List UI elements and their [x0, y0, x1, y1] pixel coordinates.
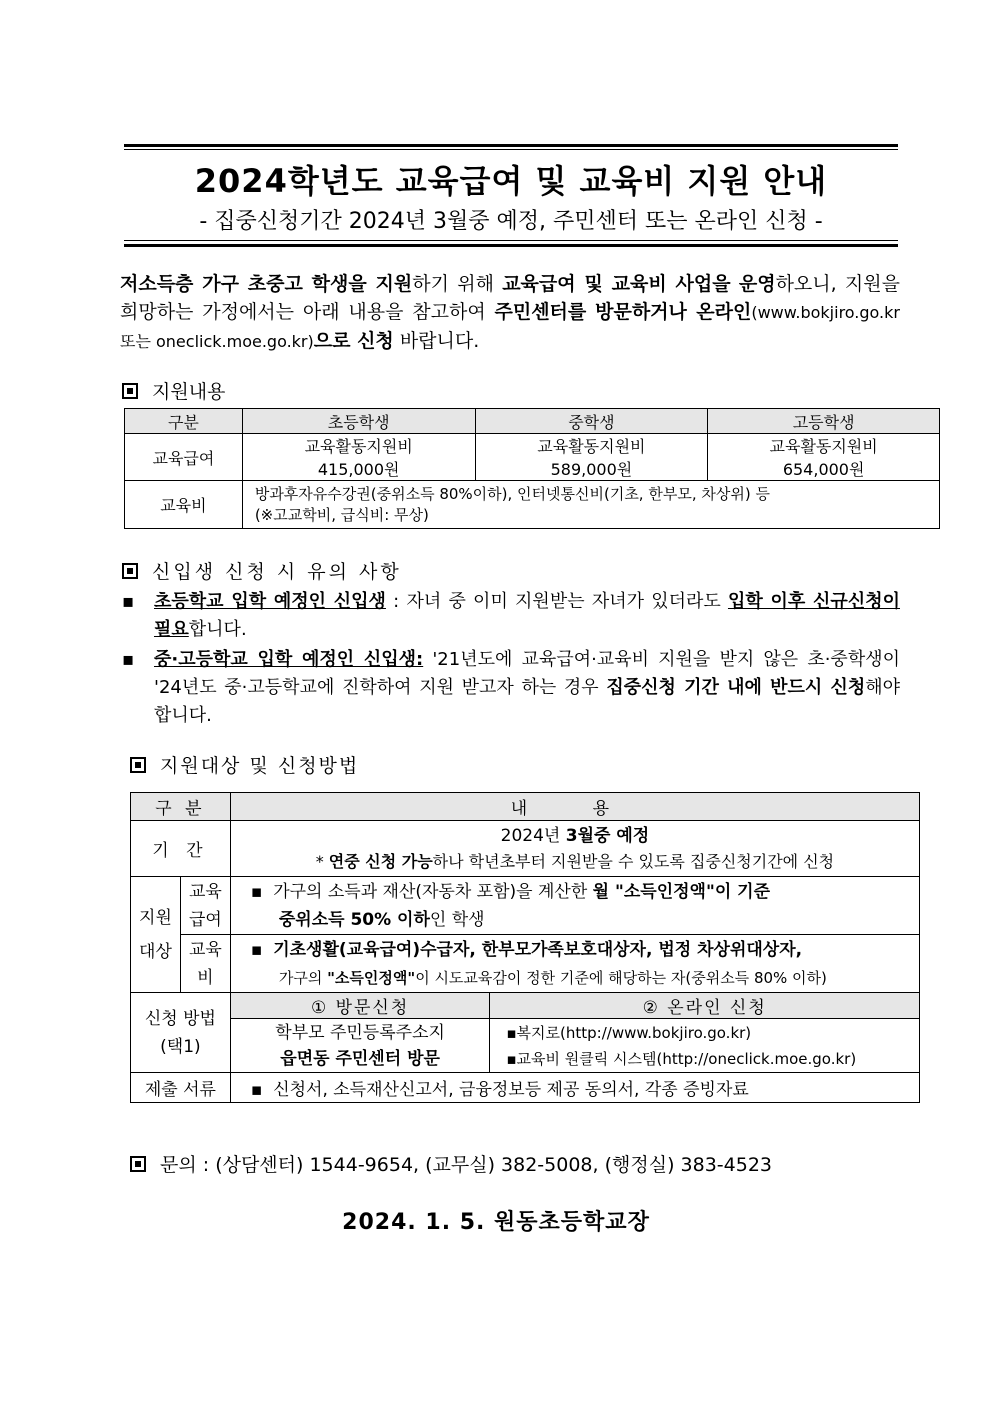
- plain-text: '21년도에 교육급여·교육비 지원을 받지 않은 초·중학생이 '24년도 중·고등학교에 진학하여 지원 받고자 하는 경우: [154, 649, 900, 698]
- table-cell: [230, 935, 919, 993]
- signature: 2024. 1. 5. 원동초등학교장: [342, 1210, 650, 1235]
- section-title: 지원대상 및 신청방법: [160, 755, 360, 777]
- plain-text: : 자녀 중 이미 지원받는 자녀가 있더라도: [385, 591, 728, 612]
- top-rule: [124, 144, 898, 147]
- row-label: [131, 877, 181, 993]
- cell-line: 654,000원: [782, 460, 865, 479]
- cell-line: [231, 849, 919, 875]
- plain-text: 인 학생: [429, 909, 485, 930]
- cell-line: [251, 936, 919, 964]
- bold-text: 기초생활(교육급여)수급자, 한부모가족보호대상자, 법정 차상위대상자,: [273, 939, 803, 960]
- table-cell: [242, 434, 475, 481]
- bold-text: "소득인정액": [327, 968, 416, 987]
- intro-url: (www.bokjiro.go.kr 또는 oneclick.moe.go.kr): [120, 303, 900, 351]
- header-cell: 초등학생: [242, 409, 475, 434]
- table-cell: [708, 434, 940, 481]
- table-row: [131, 935, 920, 993]
- cell-line: 589,000원: [550, 460, 633, 479]
- header-cell: 구분: [125, 409, 243, 434]
- intro-text-2: 하기 위해: [412, 273, 503, 295]
- cell-line: [251, 906, 919, 934]
- cell-line: ▪복지로(http://www.bokjiro.go.kr): [506, 1023, 752, 1042]
- bullet-icon: ▪: [122, 591, 135, 612]
- application-table: [130, 792, 920, 1103]
- notice-list: [118, 588, 900, 732]
- header-cell: ① 방문신청: [230, 993, 490, 1019]
- table-header-row: [125, 409, 940, 434]
- section-newstudent-heading: [122, 557, 402, 584]
- plain-text: 2024년: [500, 825, 566, 846]
- table-cell: [242, 481, 939, 529]
- square-bullet-icon: [122, 383, 138, 399]
- table-row: [125, 481, 940, 529]
- intro-bold-3: 교육급여 및 교육비 사업을: [502, 273, 731, 295]
- label-line: 지원: [139, 907, 172, 928]
- cell-line: 학부모 주민등록주소지: [275, 1022, 445, 1043]
- label-line: 신청 방법: [144, 1008, 216, 1029]
- table-cell: [230, 1073, 919, 1103]
- table-cell: [490, 1019, 920, 1073]
- table-row: [131, 877, 920, 935]
- bold-text: 중위소득 50% 이하: [278, 909, 430, 930]
- plain-text: 합니다.: [188, 619, 247, 640]
- intro-bold-7: 방문하거나 온라인: [595, 301, 752, 323]
- row-label: 교육비: [125, 481, 243, 529]
- cell-line: 읍면동 주민센터 방문: [280, 1048, 440, 1069]
- bold-text: 연중 신청 가능: [328, 851, 433, 871]
- title-box: [124, 144, 898, 248]
- header-cell: 구 분: [131, 793, 231, 821]
- cell-line: 방과후자유수강권(중위소득 80%이하), 인터넷통신비(기초, 한부모, 차상위) 등: [254, 484, 770, 503]
- header-cell: ② 온라인 신청: [490, 993, 920, 1019]
- section-target-heading: [130, 751, 359, 778]
- list-item: [118, 646, 900, 730]
- bold-underline: 입학 이후 신규신청이 필요: [154, 591, 900, 640]
- intro-bold-6: 주민센터를: [494, 301, 587, 323]
- cell-line: [251, 878, 919, 906]
- header-cell: 내 용: [230, 793, 919, 821]
- plain-text: 해야 합니다.: [154, 677, 901, 726]
- label-line: 비: [197, 967, 214, 988]
- intro-bold-1: 저소득층 가구 초중고 학생을 지원: [120, 273, 413, 295]
- cell-line: 교육활동지원비: [769, 437, 878, 456]
- list-item-text: [154, 646, 900, 730]
- intro-bold-4: 운영: [738, 273, 776, 295]
- table-header-row: [131, 793, 920, 821]
- header-cell: 고등학생: [708, 409, 940, 434]
- page-title: 2024학년도 교육급여 및 교육비 지원 안내: [194, 162, 828, 200]
- cell-line: (※고교학비, 급식비: 무상): [254, 505, 429, 524]
- row-label: [131, 993, 231, 1073]
- top-rule-thin: [124, 149, 898, 150]
- bold-underline: 초등학교 입학 예정인 신입생: [154, 591, 386, 612]
- list-item-text: [154, 588, 900, 644]
- cell-line: 교육활동지원비: [537, 437, 646, 456]
- bold-text: 월 "소득인정액"이 기준: [592, 881, 771, 902]
- header-cell: 중학생: [475, 409, 708, 434]
- plain-text: 하나 학년초부터 지원받을 수 있도록 집중신청기간에 신청: [432, 851, 835, 871]
- bullet-icon: ▪: [122, 649, 135, 670]
- row-label: 기 간: [131, 821, 231, 877]
- contact-line: [130, 1150, 772, 1177]
- table-cell: [230, 821, 919, 877]
- page-subtitle: - 집중신청기간 2024년 3월중 예정, 주민센터 또는 온라인 신청 -: [199, 209, 823, 234]
- label-line: (택1): [160, 1036, 201, 1057]
- bullet-icon: ▪: [250, 1080, 274, 1100]
- bold-text: 3월중 예정: [565, 825, 650, 846]
- plain-text: 가구의: [278, 968, 328, 987]
- table-cell: [230, 1019, 490, 1073]
- plain-text: 가구의 소득과 재산(자동차 포함)을 계산한: [273, 881, 593, 902]
- intro-text-10: 바랍니다.: [393, 330, 480, 352]
- table-row: [125, 434, 940, 481]
- table-cell: [230, 877, 919, 935]
- list-item: [118, 588, 900, 644]
- table-row: [131, 821, 920, 877]
- cell-line: [251, 964, 919, 992]
- label-line: 급여: [188, 909, 222, 930]
- intro-paragraph: [120, 270, 900, 356]
- intro-bold-9: 으로 신청: [313, 330, 394, 352]
- square-bullet-icon: [122, 563, 138, 579]
- square-bullet-icon: [130, 757, 146, 773]
- section-title: 지원내용: [152, 381, 226, 403]
- section-support-heading: [122, 377, 225, 404]
- cell-line: 교육활동지원비: [304, 437, 413, 456]
- support-table: [124, 408, 940, 529]
- bold-text: 집중신청 기간 내에 반드시 신청: [606, 677, 866, 698]
- sub-label: [180, 877, 230, 935]
- plain-text: *: [315, 851, 329, 871]
- cell-line: 415,000원: [317, 460, 400, 479]
- table-row: [131, 1019, 920, 1073]
- bottom-rule: [124, 244, 898, 247]
- bullet-icon: ▪: [250, 881, 274, 902]
- bullet-icon: ▪: [250, 939, 274, 960]
- bold-underline: 중·고등학교 입학 예정인 신입생:: [154, 649, 424, 670]
- sub-label: [180, 935, 230, 993]
- table-cell: [475, 434, 708, 481]
- label-line: 교육: [188, 881, 222, 902]
- plain-text: 신청서, 소득재산신고서, 금융정보등 제공 동의서, 각종 증빙자료: [273, 1080, 749, 1100]
- intro-text-5: 하오니, 지원을 희망하는 가정에서는 아래 내용을 참고하여: [120, 273, 900, 323]
- row-label: 교육급여: [125, 434, 243, 481]
- square-bullet-icon: [130, 1156, 146, 1172]
- label-line: 교육: [188, 939, 222, 960]
- cell-line: [231, 823, 919, 849]
- plain-text: 이 시도교육감이 정한 기준에 해당하는 자(중위소득 80% 이하): [415, 968, 827, 987]
- bottom-rule-thin: [124, 240, 898, 241]
- contact-text: 문의 : (상담센터) 1544-9654, (교무실) 382-5008, (행정실) 383-4523: [160, 1154, 772, 1176]
- table-row: [131, 993, 920, 1019]
- section-title: 신입생 신청 시 유의 사항: [152, 561, 402, 583]
- cell-line: ▪교육비 원클릭 시스템(http://oneclick.moe.go.kr): [506, 1049, 857, 1068]
- label-line: 대상: [139, 941, 172, 962]
- table-row: [131, 1073, 920, 1103]
- row-label: 제출 서류: [131, 1073, 231, 1103]
